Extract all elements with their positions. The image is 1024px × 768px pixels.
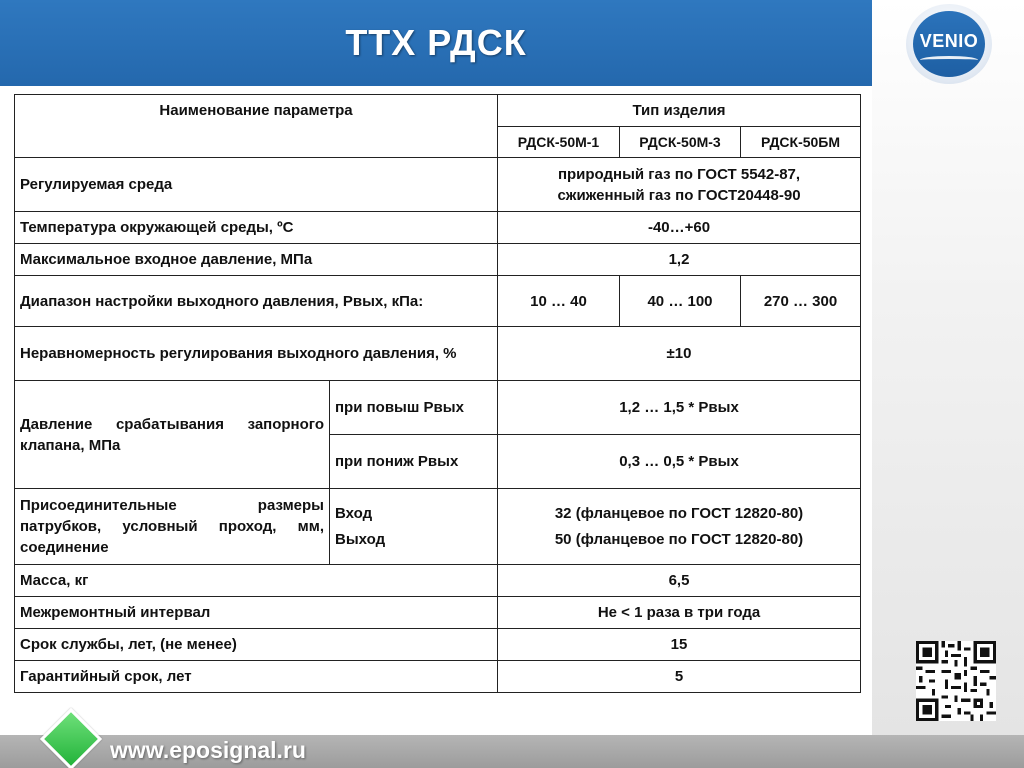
outlet-value: 50 (фланцевое по ГОСТ 12820-80) xyxy=(554,531,804,548)
row-label: Масса, кг xyxy=(15,565,498,597)
row-label: Максимальное входное давление, МПа xyxy=(15,244,498,276)
model-3: РДСК-50М-3 xyxy=(620,127,741,158)
row-value xyxy=(498,489,861,565)
row-value: 10 … 40 xyxy=(498,276,620,327)
inlet-label: Вход xyxy=(335,505,373,522)
row-value: 5 xyxy=(498,661,861,693)
row-value: 0,3 … 0,5 * Рвых xyxy=(498,435,861,489)
right-panel xyxy=(872,0,1024,740)
row-label: Присоединительные размеры патрубков, условный проход, мм, соединение xyxy=(15,489,330,565)
qr-code-icon xyxy=(916,641,996,721)
row-value: -40…+60 xyxy=(498,212,861,244)
logo-text: VENIO xyxy=(919,31,979,51)
row-value: 270 … 300 xyxy=(741,276,861,327)
table-row xyxy=(15,565,861,597)
spec-table xyxy=(14,94,861,693)
row-label: Гарантийный срок, лет xyxy=(15,661,498,693)
table-row xyxy=(15,244,861,276)
row-label: Неравномерность регулирования выходного давления, % xyxy=(15,327,498,381)
table-row xyxy=(15,597,861,629)
row-value: 40 … 100 xyxy=(620,276,741,327)
table-row xyxy=(15,661,861,693)
row-sublabel: при повыш Рвых xyxy=(330,381,498,435)
model-bm: РДСК-50БМ xyxy=(741,127,861,158)
table-row xyxy=(15,629,861,661)
table-row xyxy=(15,158,861,212)
row-value: ±10 xyxy=(498,327,861,381)
row-value: 1,2 … 1,5 * Рвых xyxy=(498,381,861,435)
footer-url[interactable]: www.eposignal.ru xyxy=(110,737,306,763)
row-value: 15 xyxy=(498,629,861,661)
model-1: РДСК-50М-1 xyxy=(498,127,620,158)
row-value: 6,5 xyxy=(498,565,861,597)
venio-logo xyxy=(906,4,992,84)
outlet-label: Выход xyxy=(335,531,386,548)
row-label: Регулируемая среда xyxy=(15,158,498,212)
table-row xyxy=(15,327,861,381)
row-sublabel: при пониж Рвых xyxy=(330,435,498,489)
row-value: 1,2 xyxy=(498,244,861,276)
row-label: Температура окружающей среды, ºС xyxy=(15,212,498,244)
slide-title: ТТХ РДСК xyxy=(345,22,527,63)
row-label: Диапазон настройки выходного давления, Рвых, кПа: xyxy=(15,276,498,327)
row-sublabel xyxy=(330,489,498,565)
row-label: Межремонтный интервал xyxy=(15,597,498,629)
type-col-header: Тип изделия xyxy=(498,95,861,127)
table-row xyxy=(15,489,861,565)
table-row xyxy=(15,276,861,327)
logo-wave xyxy=(920,56,978,64)
row-value xyxy=(498,158,861,212)
table-row xyxy=(15,212,861,244)
param-col-header: Наименование параметра xyxy=(15,95,498,158)
medium-line-2: сжиженный газ по ГОСТ20448-90 xyxy=(557,186,801,204)
table-header-row xyxy=(15,95,861,127)
table-row xyxy=(15,381,861,435)
inlet-value: 32 (фланцевое по ГОСТ 12820-80) xyxy=(554,505,804,522)
row-label: Давление срабатывания запорного клапана, МПа xyxy=(15,381,330,489)
row-value: Не < 1 раза в три года xyxy=(498,597,861,629)
medium-line-1: природный газ по ГОСТ 5542-87, xyxy=(557,165,801,183)
row-label: Срок службы, лет, (не менее) xyxy=(15,629,498,661)
